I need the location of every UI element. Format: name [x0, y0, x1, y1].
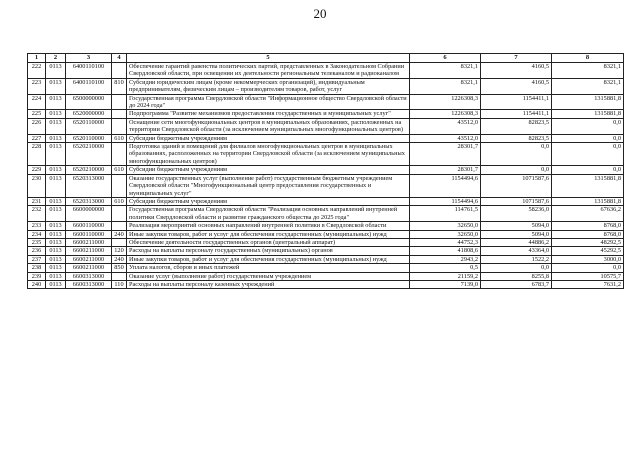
item-name: Государственная программа Свердловской области "Реализация основных направлений внутренней политики Свердловской области и развитие гражданского общества до 2025 года" — [127, 206, 410, 222]
section-code: 0113 — [46, 230, 66, 238]
amount-year-2: 1071587,6 — [481, 174, 552, 197]
section-code: 0113 — [46, 143, 66, 166]
section-code: 0113 — [46, 78, 66, 94]
amount-year-3: 67636,2 — [552, 206, 624, 222]
amount-year-1: 1226308,3 — [410, 94, 481, 110]
table-row — [28, 174, 624, 197]
row-number: 222 — [28, 63, 46, 79]
target-article-code: 6600313000 — [66, 280, 112, 288]
expense-type-code — [112, 63, 127, 79]
item-name: Обеспечение гарантий равенства политических партий, представленных в Законодательном Собрании Свердловской области, при освещении их деятельности региональным телеканалом и радиоканалом — [127, 63, 410, 79]
section-code: 0113 — [46, 166, 66, 174]
amount-year-3: 0,0 — [552, 118, 624, 134]
amount-year-3: 0,0 — [552, 264, 624, 272]
column-header: 5 — [127, 54, 410, 63]
row-number: 234 — [28, 230, 46, 238]
target-article-code: 6600211000 — [66, 264, 112, 272]
section-code: 0113 — [46, 110, 66, 118]
table-row — [28, 264, 624, 272]
table-row — [28, 230, 624, 238]
amount-year-3: 8321,1 — [552, 63, 624, 79]
row-number: 233 — [28, 222, 46, 230]
target-article-code: 6600211000 — [66, 238, 112, 246]
row-number: 240 — [28, 280, 46, 288]
target-article-code: 6520313000 — [66, 197, 112, 205]
table-row — [28, 197, 624, 205]
section-code: 0113 — [46, 255, 66, 263]
amount-year-2: 0,0 — [481, 143, 552, 166]
expense-type-code — [112, 118, 127, 134]
item-name: Подпрограмма "Развитие механизмов предоставления государственных и муниципальных услуг" — [127, 110, 410, 118]
amount-year-2: 4160,5 — [481, 78, 552, 94]
table-row — [28, 78, 624, 94]
amount-year-1: 21159,2 — [410, 272, 481, 280]
amount-year-1: 2943,2 — [410, 255, 481, 263]
table-row — [28, 255, 624, 263]
target-article-code: 6520110000 — [66, 118, 112, 134]
amount-year-3: 3000,0 — [552, 255, 624, 263]
expense-type-code — [112, 174, 127, 197]
amount-year-3: 1315881,8 — [552, 110, 624, 118]
amount-year-2: 1154411,1 — [481, 110, 552, 118]
section-code: 0113 — [46, 222, 66, 230]
item-name: Иные закупки товаров, работ и услуг для обеспечения государственных (муниципальных) нужд — [127, 255, 410, 263]
amount-year-2: 43364,0 — [481, 247, 552, 255]
target-article-code: 6520313000 — [66, 174, 112, 197]
item-name: Субсидии бюджетным учреждениям — [127, 134, 410, 142]
amount-year-1: 0,5 — [410, 264, 481, 272]
row-number: 235 — [28, 238, 46, 246]
expense-type-code: 610 — [112, 166, 127, 174]
row-number: 230 — [28, 174, 46, 197]
amount-year-1: 1226308,3 — [410, 110, 481, 118]
target-article-code: 6600313000 — [66, 272, 112, 280]
target-article-code: 6600211000 — [66, 247, 112, 255]
amount-year-1: 7139,0 — [410, 280, 481, 288]
table-row — [28, 272, 624, 280]
target-article-code: 6520000000 — [66, 110, 112, 118]
expense-type-code: 810 — [112, 78, 127, 94]
row-number: 226 — [28, 118, 46, 134]
section-code: 0113 — [46, 174, 66, 197]
amount-year-3: 48292,5 — [552, 238, 624, 246]
section-code: 0113 — [46, 134, 66, 142]
amount-year-3: 1315881,8 — [552, 197, 624, 205]
expense-type-code: 610 — [112, 134, 127, 142]
target-article-code: 6520110000 — [66, 134, 112, 142]
amount-year-3: 1315881,8 — [552, 94, 624, 110]
table-row — [28, 222, 624, 230]
expense-type-code — [112, 94, 127, 110]
amount-year-3: 8321,1 — [552, 78, 624, 94]
amount-year-3: 8768,0 — [552, 230, 624, 238]
section-code: 0113 — [46, 280, 66, 288]
amount-year-2: 58236,0 — [481, 206, 552, 222]
amount-year-3: 7631,2 — [552, 280, 624, 288]
target-article-code: 6600211000 — [66, 255, 112, 263]
section-code: 0113 — [46, 118, 66, 134]
amount-year-3: 45292,5 — [552, 247, 624, 255]
amount-year-1: 28301,7 — [410, 143, 481, 166]
target-article-code: 6400110100 — [66, 78, 112, 94]
item-name: Обеспечение деятельности государственных органов (центральный аппарат) — [127, 238, 410, 246]
amount-year-2: 1522,2 — [481, 255, 552, 263]
amount-year-1: 8321,1 — [410, 63, 481, 79]
table-body — [28, 63, 624, 289]
expense-type-code: 850 — [112, 264, 127, 272]
item-name: Оснащение сети многофункциональных центров в муниципальных образованиях, расположенных на территории Свердловской области (за исключением муниципальных многофункциональных центров) — [127, 118, 410, 134]
item-name: Иные закупки товаров, работ и услуг для обеспечения государственных (муниципальных) нужд — [127, 230, 410, 238]
column-header: 2 — [46, 54, 66, 63]
amount-year-1: 43512,0 — [410, 118, 481, 134]
item-name: Подготовка зданий и помещений для филиалов многофункциональных центров в муниципальных образованиях, расположенных на территории Свердловской области (за исключением муниципальных многофункциональных центров) — [127, 143, 410, 166]
amount-year-1: 43512,0 — [410, 134, 481, 142]
table-row — [28, 63, 624, 79]
table-row — [28, 206, 624, 222]
table-row — [28, 118, 624, 134]
amount-year-1: 8321,1 — [410, 78, 481, 94]
expense-type-code: 240 — [112, 230, 127, 238]
section-code: 0113 — [46, 63, 66, 79]
section-code: 0113 — [46, 206, 66, 222]
section-code: 0113 — [46, 94, 66, 110]
item-name: Реализация мероприятий основных направлений внутренней политики в Свердловской области — [127, 222, 410, 230]
table-row — [28, 238, 624, 246]
amount-year-1: 1154494,6 — [410, 197, 481, 205]
item-name: Оказание государственных услуг (выполнение работ) государственным бюджетным учреждением Свердловской области "Многофункциональный центр предоставления государственных и муниципальных услуг" — [127, 174, 410, 197]
column-header: 3 — [66, 54, 112, 63]
amount-year-1: 32650,0 — [410, 222, 481, 230]
expense-type-code: 110 — [112, 280, 127, 288]
amount-year-2: 5094,0 — [481, 222, 552, 230]
expense-type-code — [112, 206, 127, 222]
amount-year-2: 1071587,6 — [481, 197, 552, 205]
amount-year-1: 28301,7 — [410, 166, 481, 174]
item-name: Уплата налогов, сборов и иных платежей — [127, 264, 410, 272]
column-header: 8 — [552, 54, 624, 63]
amount-year-1: 32650,0 — [410, 230, 481, 238]
column-header: 6 — [410, 54, 481, 63]
table-header-row — [28, 54, 624, 63]
amount-year-3: 0,0 — [552, 166, 624, 174]
table-row — [28, 143, 624, 166]
section-code: 0113 — [46, 272, 66, 280]
budget-table — [27, 53, 624, 289]
row-number: 223 — [28, 78, 46, 94]
amount-year-3: 8768,0 — [552, 222, 624, 230]
item-name: Субсидии юридическим лицам (кроме некоммерческих организаций), индивидуальным предпринимателям, физическим лицам – производителям товаров, работ, услуг — [127, 78, 410, 94]
expense-type-code: 240 — [112, 255, 127, 263]
row-number: 224 — [28, 94, 46, 110]
amount-year-3: 1315881,8 — [552, 174, 624, 197]
column-header: 1 — [28, 54, 46, 63]
row-number: 229 — [28, 166, 46, 174]
amount-year-2: 5094,0 — [481, 230, 552, 238]
target-article-code: 6600110000 — [66, 222, 112, 230]
section-code: 0113 — [46, 247, 66, 255]
amount-year-1: 114761,5 — [410, 206, 481, 222]
table-row — [28, 110, 624, 118]
target-article-code: 6600110000 — [66, 230, 112, 238]
row-number: 228 — [28, 143, 46, 166]
table-row — [28, 166, 624, 174]
expense-type-code: 120 — [112, 247, 127, 255]
table-row — [28, 134, 624, 142]
row-number: 239 — [28, 272, 46, 280]
target-article-code: 6520210000 — [66, 166, 112, 174]
item-name: Расходы на выплаты персоналу государственных (муниципальных) органов — [127, 247, 410, 255]
table-row — [28, 94, 624, 110]
target-article-code: 6600000000 — [66, 206, 112, 222]
section-code: 0113 — [46, 197, 66, 205]
item-name: Субсидии бюджетным учреждениям — [127, 197, 410, 205]
amount-year-2: 0,0 — [481, 264, 552, 272]
amount-year-2: 8255,8 — [481, 272, 552, 280]
amount-year-2: 82823,5 — [481, 134, 552, 142]
amount-year-3: 0,0 — [552, 134, 624, 142]
row-number: 237 — [28, 255, 46, 263]
item-name: Расходы на выплаты персоналу казенных учреждений — [127, 280, 410, 288]
target-article-code: 6520210000 — [66, 143, 112, 166]
amount-year-3: 10575,7 — [552, 272, 624, 280]
expense-type-code — [112, 110, 127, 118]
row-number: 236 — [28, 247, 46, 255]
item-name: Оказание услуг (выполнение работ) государственным учреждением — [127, 272, 410, 280]
expense-type-code — [112, 222, 127, 230]
item-name: Государственная программа Свердловской области "Информационное общество Свердловской области до 2024 года" — [127, 94, 410, 110]
section-code: 0113 — [46, 238, 66, 246]
expense-type-code: 610 — [112, 197, 127, 205]
item-name: Субсидии бюджетным учреждениям — [127, 166, 410, 174]
amount-year-2: 6783,7 — [481, 280, 552, 288]
amount-year-2: 0,0 — [481, 166, 552, 174]
amount-year-1: 44752,3 — [410, 238, 481, 246]
expense-type-code — [112, 143, 127, 166]
amount-year-1: 41808,6 — [410, 247, 481, 255]
amount-year-2: 44886,2 — [481, 238, 552, 246]
column-header: 4 — [112, 54, 127, 63]
table-row — [28, 247, 624, 255]
amount-year-2: 1154411,1 — [481, 94, 552, 110]
amount-year-2: 82823,5 — [481, 118, 552, 134]
column-header: 7 — [481, 54, 552, 63]
row-number: 225 — [28, 110, 46, 118]
row-number: 238 — [28, 264, 46, 272]
amount-year-2: 4160,5 — [481, 63, 552, 79]
target-article-code: 6400110100 — [66, 63, 112, 79]
expense-type-code — [112, 238, 127, 246]
section-code: 0113 — [46, 264, 66, 272]
amount-year-1: 1154494,6 — [410, 174, 481, 197]
row-number: 227 — [28, 134, 46, 142]
table-row — [28, 280, 624, 288]
target-article-code: 6500000000 — [66, 94, 112, 110]
row-number: 231 — [28, 197, 46, 205]
amount-year-3: 0,0 — [552, 143, 624, 166]
row-number: 232 — [28, 206, 46, 222]
expense-type-code — [112, 272, 127, 280]
page-number: 20 — [313, 6, 327, 21]
